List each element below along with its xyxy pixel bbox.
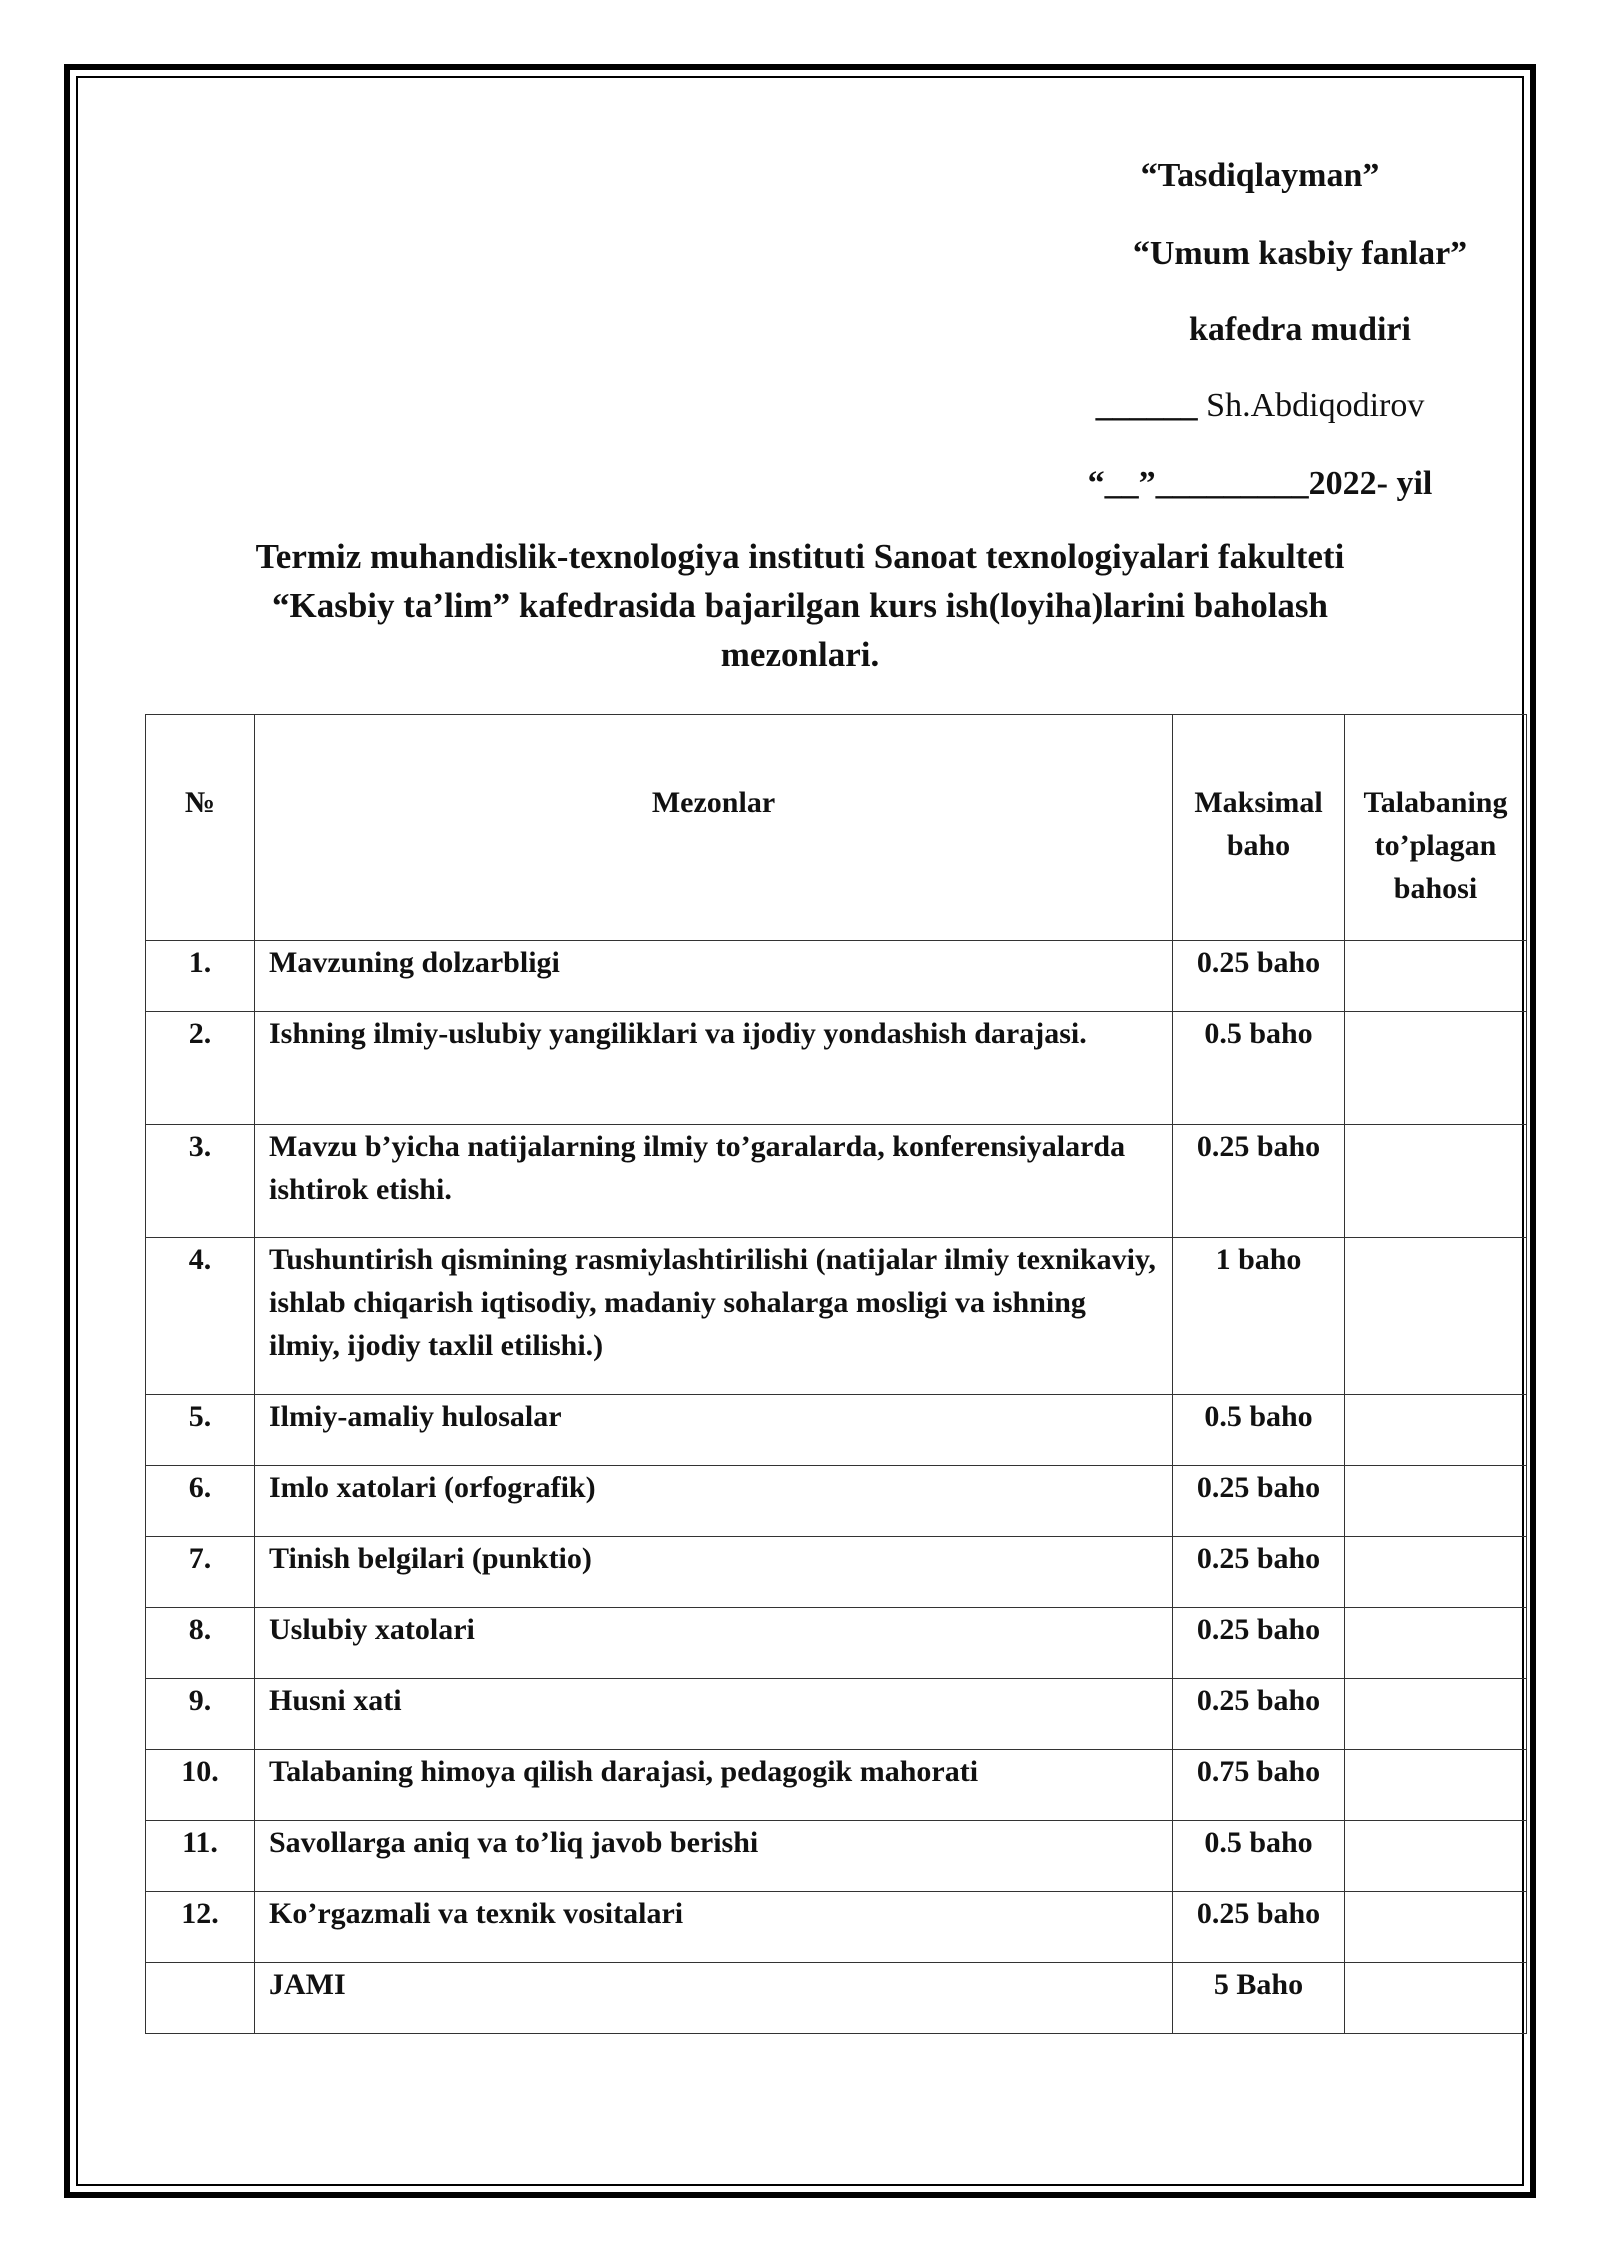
table-row	[146, 1821, 1527, 1892]
approver-name: Sh.Abdiqodirov	[1206, 387, 1425, 424]
row-criteria: Uslubiy xatolari	[255, 1608, 1173, 1679]
row-number: 6.	[146, 1466, 255, 1537]
row-criteria: Imlo xatolari (orfografik)	[255, 1466, 1173, 1537]
row-max-score: 1 baho	[1173, 1238, 1345, 1395]
title-line-2: “Kasbiy ta’lim” kafedrasida bajarilgan kurs ish(loyiha)larini baholash	[271, 586, 1328, 625]
row-criteria: Ilmiy-amaliy hulosalar	[255, 1395, 1173, 1466]
row-student-score	[1345, 1679, 1527, 1750]
row-max-score: 5 Baho	[1173, 1963, 1345, 2034]
row-number: 2.	[146, 1012, 255, 1125]
row-criteria: Ko’rgazmali va texnik vositalari	[255, 1892, 1173, 1963]
row-max-score: 0.25 baho	[1173, 1892, 1345, 1963]
title-line-3: mezonlari.	[720, 635, 880, 674]
row-criteria: Mavzuning dolzarbligi	[255, 941, 1173, 1012]
row-number: 11.	[146, 1821, 255, 1892]
row-number: 3.	[146, 1125, 255, 1238]
row-max-score: 0.25 baho	[1173, 1466, 1345, 1537]
title-line-1: Termiz muhandislik-texnologiya instituti Sanoat texnologiyalari fakulteti	[255, 537, 1345, 576]
header-max-score: Maksimal baho	[1173, 715, 1345, 941]
row-student-score	[1345, 1821, 1527, 1892]
row-max-score: 0.25 baho	[1173, 1679, 1345, 1750]
row-number: 9.	[146, 1679, 255, 1750]
row-student-score	[1345, 1238, 1527, 1395]
row-criteria: JAMI	[255, 1963, 1173, 2034]
approval-date: “__”_________2022- yil	[1087, 465, 1433, 502]
row-student-score	[1345, 1466, 1527, 1537]
row-max-score: 0.25 baho	[1173, 1125, 1345, 1238]
row-student-score	[1345, 1608, 1527, 1679]
row-student-score	[1345, 941, 1527, 1012]
row-criteria: Mavzu b’yicha natijalarning ilmiy to’garalarda, konferensiyalarda ishtirok etishi.	[255, 1125, 1173, 1238]
table-row	[146, 1963, 1527, 2034]
row-criteria: Savollarga aniq va to’liq javob berishi	[255, 1821, 1173, 1892]
row-max-score: 0.25 baho	[1173, 1608, 1345, 1679]
row-criteria: Tinish belgilari (punktio)	[255, 1537, 1173, 1608]
table-row	[146, 1012, 1527, 1125]
row-number: 1.	[146, 941, 255, 1012]
table-row	[146, 941, 1527, 1012]
signature-blank: ______	[1095, 387, 1198, 424]
criteria-table	[145, 714, 1527, 2034]
table-row	[146, 1608, 1527, 1679]
row-max-score: 0.25 baho	[1173, 1537, 1345, 1608]
row-student-score	[1345, 1537, 1527, 1608]
table-row	[146, 1892, 1527, 1963]
document-title	[140, 532, 1460, 679]
table-row	[146, 1395, 1527, 1466]
table-row	[146, 1679, 1527, 1750]
approval-position: kafedra mudiri	[1189, 311, 1411, 348]
table-row	[146, 1750, 1527, 1821]
table-row	[146, 1125, 1527, 1238]
row-number: 8.	[146, 1608, 255, 1679]
row-student-score	[1345, 1012, 1527, 1125]
row-criteria: Talabaning himoya qilish darajasi, pedagogik mahorati	[255, 1750, 1173, 1821]
row-student-score	[1345, 1892, 1527, 1963]
row-number: 5.	[146, 1395, 255, 1466]
row-criteria: Husni xati	[255, 1679, 1173, 1750]
row-criteria: Tushuntirish qismining rasmiylashtirilishi (natijalar ilmiy texnikaviy, ishlab chiqarish iqtisodiy, madaniy sohalarga mosligi va ishning ilmiy, ijodiy taxlil etilishi.)	[255, 1238, 1173, 1395]
row-student-score	[1345, 1963, 1527, 2034]
row-max-score: 0.5 baho	[1173, 1012, 1345, 1125]
row-max-score: 0.25 baho	[1173, 941, 1345, 1012]
row-max-score: 0.75 baho	[1173, 1750, 1345, 1821]
row-number: 10.	[146, 1750, 255, 1821]
approval-title: “Tasdiqlayman”	[1140, 157, 1380, 194]
row-max-score: 0.5 baho	[1173, 1395, 1345, 1466]
table-row	[146, 1238, 1527, 1395]
table-header-row	[146, 715, 1527, 941]
approval-department: “Umum kasbiy fanlar”	[1132, 235, 1468, 272]
header-criteria: Mezonlar	[255, 715, 1173, 941]
row-number: 4.	[146, 1238, 255, 1395]
row-max-score: 0.5 baho	[1173, 1821, 1345, 1892]
row-student-score	[1345, 1125, 1527, 1238]
row-number: 7.	[146, 1537, 255, 1608]
row-number	[146, 1963, 255, 2034]
approval-signature-line	[900, 386, 1600, 426]
row-number: 12.	[146, 1892, 255, 1963]
table-row	[146, 1466, 1527, 1537]
table-row	[146, 1537, 1527, 1608]
header-no: №	[146, 715, 255, 941]
row-student-score	[1345, 1395, 1527, 1466]
header-student-score: Talabaning to’plagan bahosi	[1345, 715, 1527, 941]
row-student-score	[1345, 1750, 1527, 1821]
row-criteria: Ishning ilmiy-uslubiy yangiliklari va ijodiy yondashish darajasi.	[255, 1012, 1173, 1125]
